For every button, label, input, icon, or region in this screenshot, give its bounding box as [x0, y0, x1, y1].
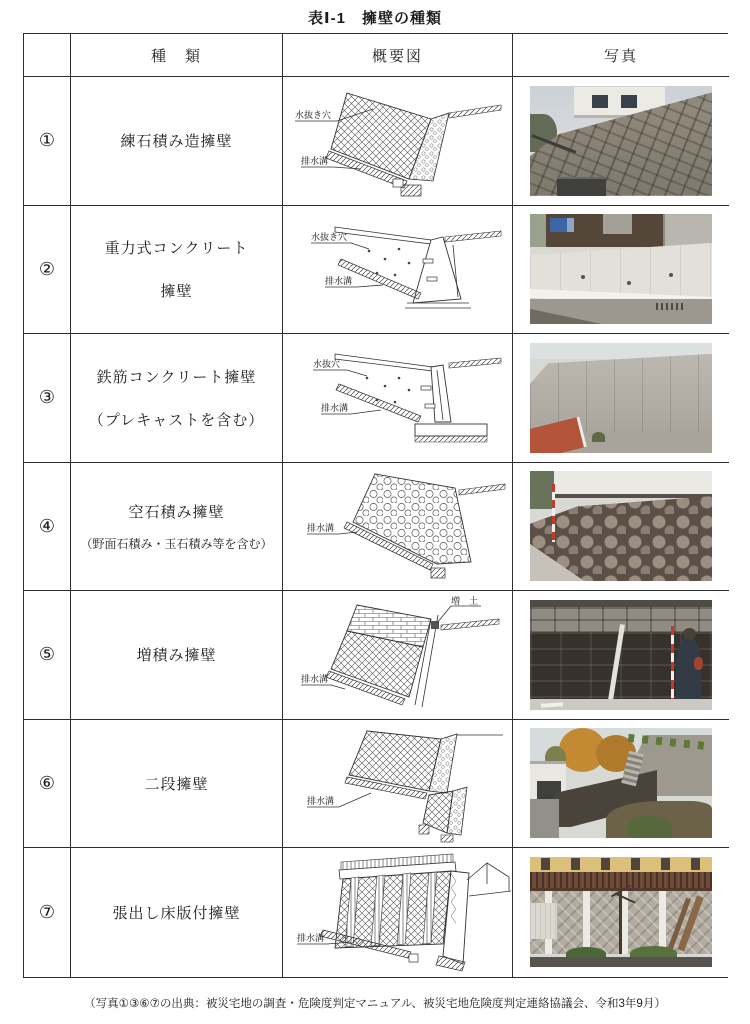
diagram-overhang-slab-wall	[285, 850, 511, 974]
header-diagram: 概要図	[283, 34, 513, 77]
photo-cell	[513, 77, 729, 206]
row-number: ⑦	[38, 901, 56, 922]
row-number-cell	[24, 77, 71, 206]
row-number: ④	[38, 515, 56, 536]
header-kind: 種 類	[71, 34, 283, 77]
diagram-cell	[283, 591, 513, 720]
label-drain-hole: 水抜穴	[312, 358, 340, 369]
label-drain-ditch: 排水溝	[296, 933, 324, 944]
label-drain-ditch: 排水溝	[320, 402, 348, 413]
row-number: ⑤	[38, 644, 56, 665]
photo-rc-wall	[530, 343, 712, 453]
photo-cell	[513, 206, 729, 335]
wall-type-name: 空石積み擁壁	[128, 503, 225, 521]
photo-overhang-slab-wall	[530, 857, 712, 967]
label-drain-ditch: 排水溝	[306, 796, 334, 807]
table-title: 表Ⅰ-1 擁壁の種類	[308, 10, 442, 27]
diagram-cell	[283, 463, 513, 592]
wall-type-name-line2: 擁壁	[160, 283, 193, 301]
label-drain-hole: 水抜き穴	[294, 109, 331, 120]
wall-type-name: 増積み擁壁	[136, 647, 217, 665]
photo-cell	[513, 334, 729, 463]
diagram-cell	[283, 334, 513, 463]
diagram-masonry-wall	[285, 79, 511, 203]
wall-type-cell	[71, 720, 283, 849]
wall-type-name: 鉄筋コンクリート擁壁	[96, 368, 257, 386]
photo-source-note: （写真①③⑥⑦の出典：被災宅地の調査・危険度判定マニュアル、被災宅地危険度判定連絡協議会、令和3年9月）	[84, 998, 666, 1010]
row-number: ⑥	[38, 772, 56, 793]
photo-cell	[513, 848, 729, 977]
diagram-dry-stone-wall	[285, 464, 511, 588]
wall-type-name: 張出し床版付擁壁	[112, 904, 241, 922]
wall-type-name-line2: （プレキャストを含む）	[88, 411, 265, 429]
row-number-cell	[24, 591, 71, 720]
row-number: ①	[38, 130, 56, 151]
diagram-two-tier-wall	[285, 721, 511, 845]
header-photo: 写真	[513, 34, 729, 77]
diagram-added-masonry-wall	[285, 593, 511, 717]
header-blank	[24, 34, 71, 77]
wall-type-name: 練石積み造擁壁	[120, 133, 233, 151]
row-number: ②	[38, 258, 56, 279]
photo-gravity-concrete-wall	[530, 214, 712, 324]
diagram-gravity-concrete-wall	[285, 207, 511, 331]
label-drain-hole: 水抜き穴	[310, 232, 347, 243]
row-number: ③	[38, 387, 56, 408]
photo-cell	[513, 591, 729, 720]
photo-dry-stone-wall	[530, 471, 712, 581]
diagram-cell	[283, 77, 513, 206]
retaining-wall-table	[23, 33, 728, 978]
wall-type-name: 二段擁壁	[144, 775, 209, 793]
wall-type-cell	[71, 591, 283, 720]
label-added-soil: 増 土	[450, 595, 478, 606]
photo-cell	[513, 463, 729, 592]
diagram-cell	[283, 720, 513, 849]
label-drain-ditch: 排水溝	[300, 673, 328, 684]
row-number-cell	[24, 206, 71, 335]
label-drain-ditch: 排水溝	[306, 523, 334, 534]
row-number-cell	[24, 848, 71, 977]
photo-added-masonry-wall	[530, 600, 712, 710]
label-drain-ditch: 排水溝	[300, 155, 328, 166]
photo-masonry-wall	[530, 86, 712, 196]
wall-type-cell	[71, 77, 283, 206]
wall-type-cell	[71, 334, 283, 463]
diagram-rc-wall	[285, 336, 511, 460]
diagram-cell	[283, 848, 513, 977]
row-number-cell	[24, 334, 71, 463]
wall-type-note: （野面石積み・玉石積み等を含む）	[80, 536, 273, 551]
row-number-cell	[24, 720, 71, 849]
photo-cell	[513, 720, 729, 849]
label-drain-ditch: 排水溝	[324, 276, 352, 287]
row-number-cell	[24, 463, 71, 592]
wall-type-cell	[71, 463, 283, 592]
photo-two-tier-wall	[530, 728, 712, 838]
wall-type-cell	[71, 206, 283, 335]
diagram-cell	[283, 206, 513, 335]
wall-type-name: 重力式コンクリート	[104, 240, 249, 258]
wall-type-cell	[71, 848, 283, 977]
